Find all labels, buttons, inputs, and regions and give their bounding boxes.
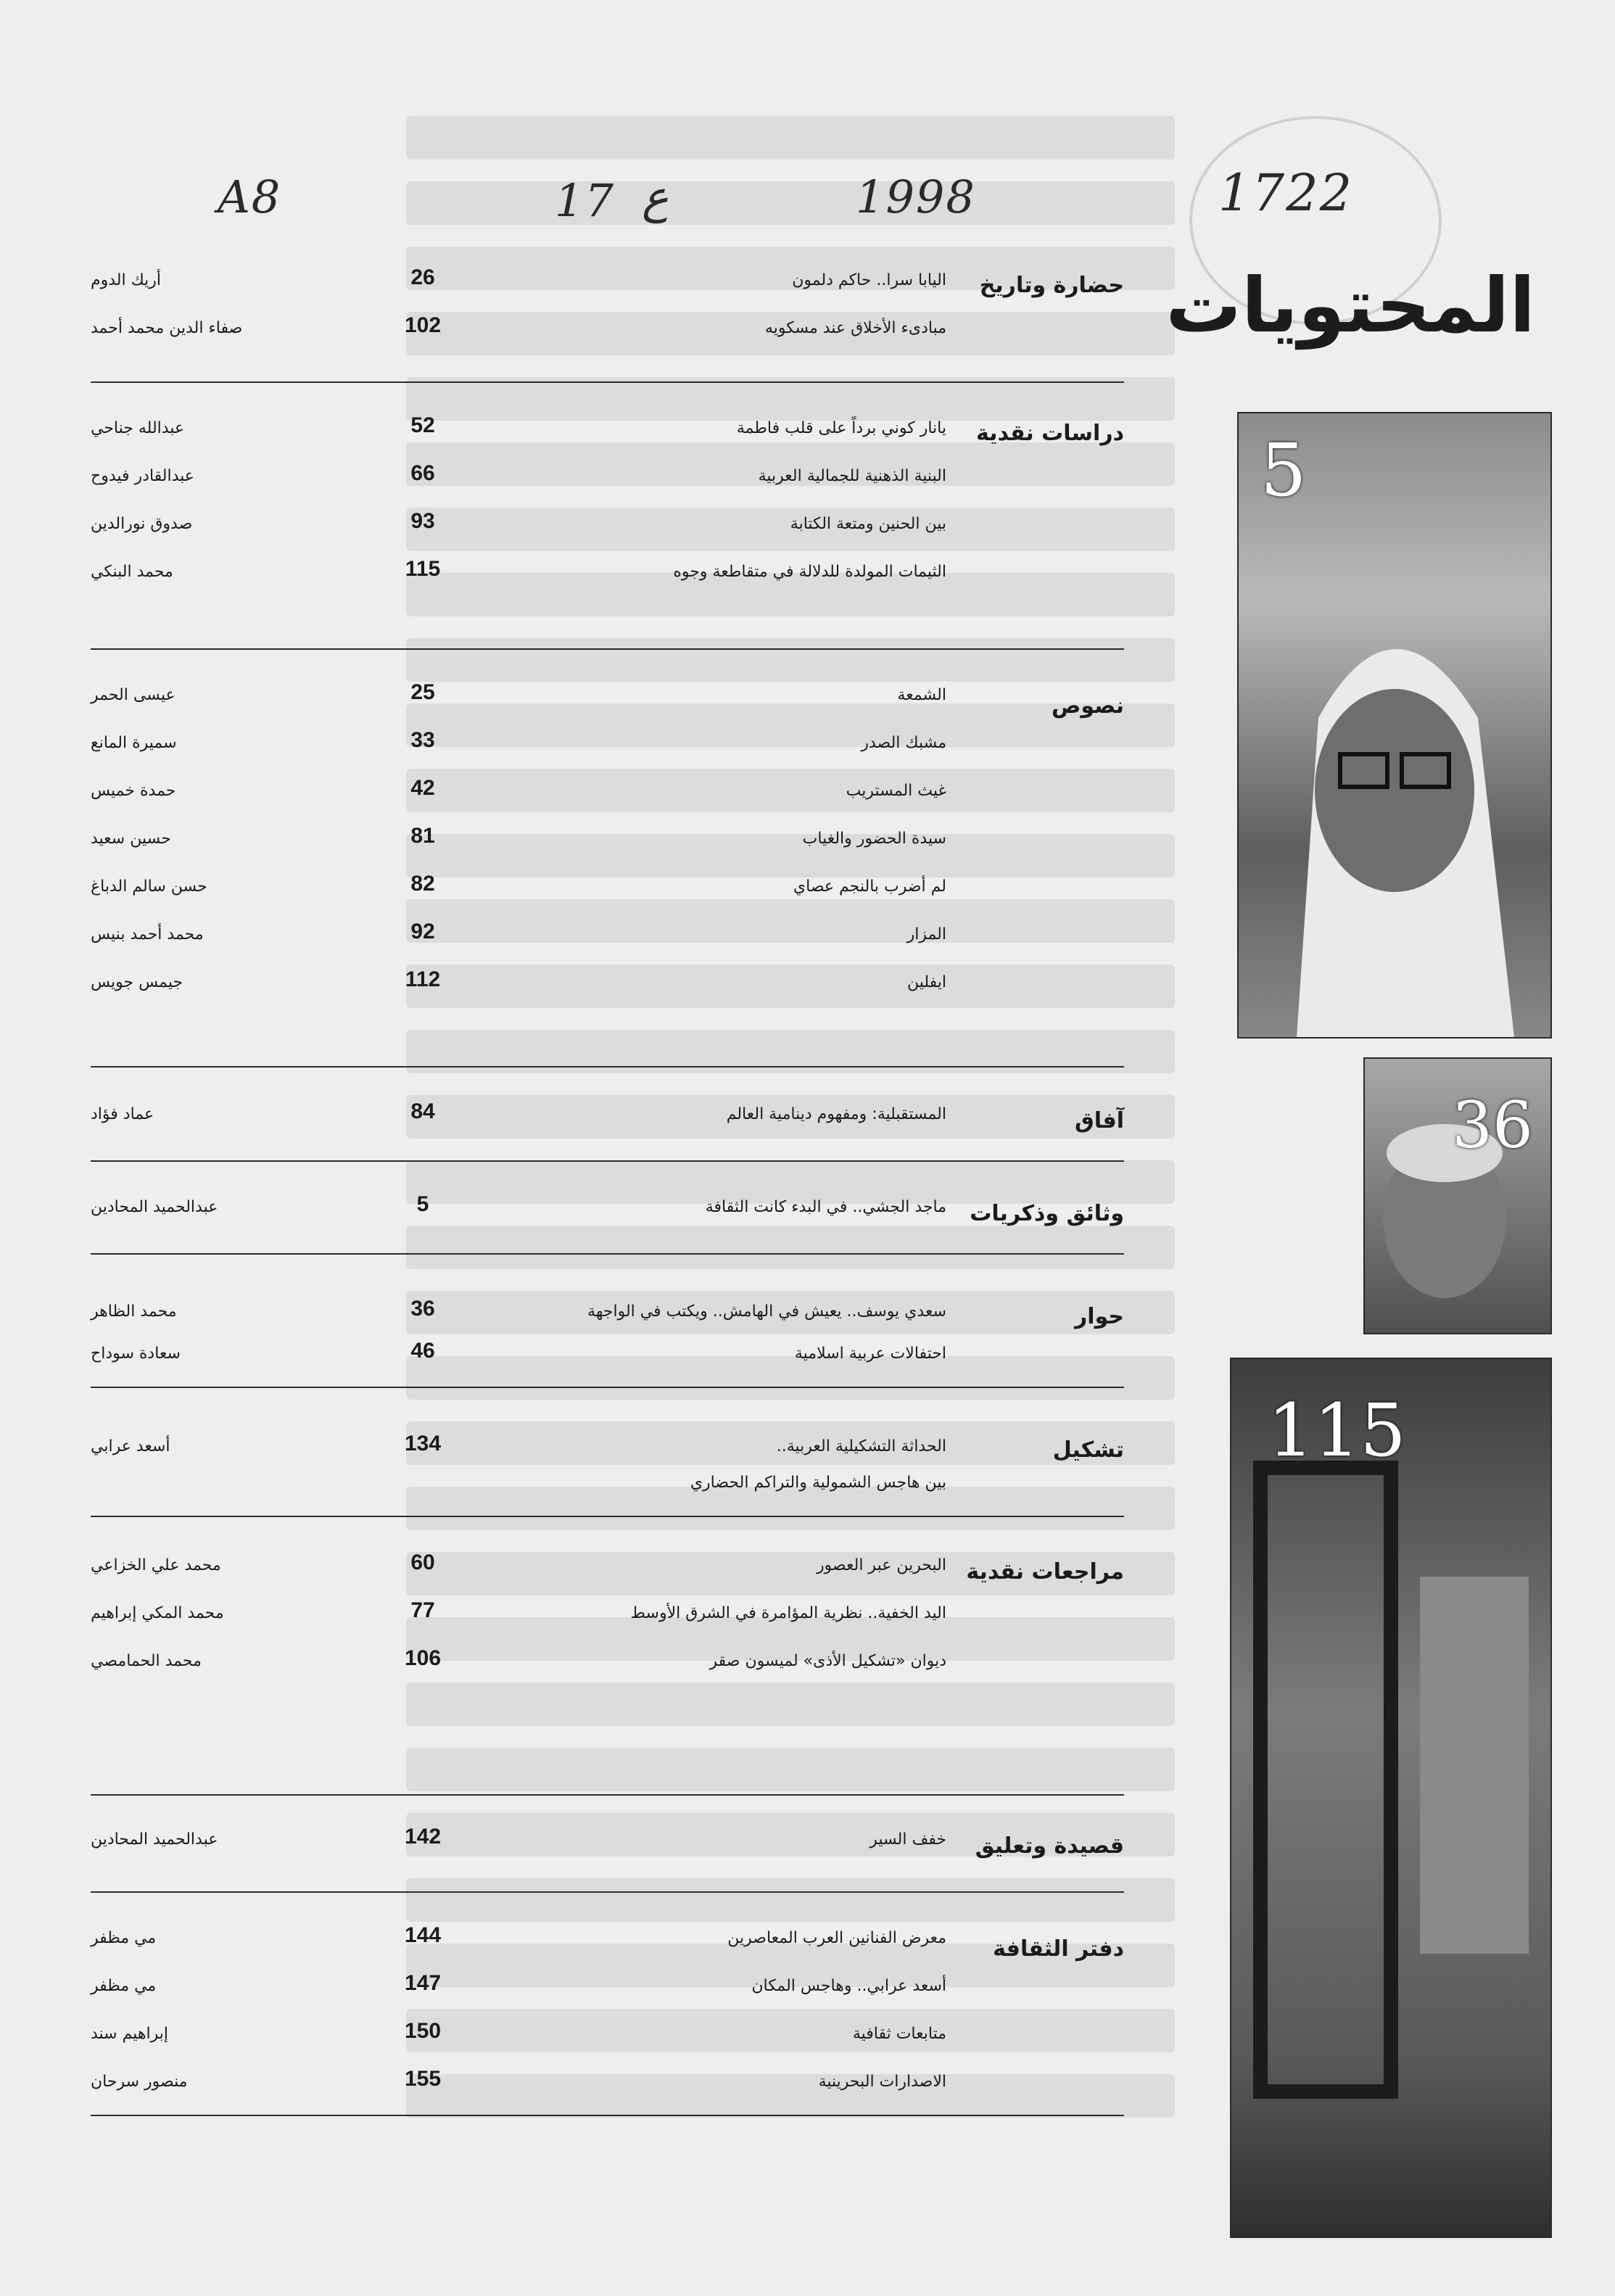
entry-author: عبدالحميد المحادين — [91, 1198, 218, 1216]
entry-author: محمد أحمد بنيس — [91, 925, 204, 943]
toc-entry[interactable] — [91, 550, 1120, 587]
entry-author: أريك الدوم — [91, 271, 162, 289]
toc-entry[interactable] — [91, 721, 1120, 759]
entry-author: حمدة خميس — [91, 782, 176, 800]
toc-entry[interactable] — [91, 2012, 1120, 2049]
section-title: دراسات نقدية — [976, 421, 1124, 446]
entry-page: 144 — [404, 1923, 442, 1947]
entry-page: 42 — [410, 776, 435, 800]
toc-entry[interactable] — [91, 864, 1120, 902]
entry-title: الاصدارات البحرينية — [818, 2073, 946, 2091]
section-title: آفاق — [1074, 1108, 1124, 1133]
section-title: مراجعات نقدية — [966, 1559, 1124, 1585]
entry-title: متابعات ثقافية — [852, 2025, 946, 2043]
toc-entry[interactable] — [91, 406, 1120, 444]
entry-author: صفاء الدين محمد أحمد — [91, 319, 243, 337]
toc-entry[interactable] — [91, 258, 1120, 296]
photo-page-number: 5 — [1260, 428, 1307, 513]
entry-page: 81 — [410, 824, 435, 848]
handwritten-issue: 17 — [555, 174, 615, 227]
section-divider — [91, 1066, 1124, 1068]
entry-title: ايفلين — [906, 973, 946, 991]
toc-entry[interactable] — [91, 1289, 1120, 1327]
entry-page: 46 — [410, 1339, 435, 1363]
section-title: قصيدة وتعليق — [975, 1833, 1124, 1859]
handwritten-issue-letter: ع — [642, 170, 669, 223]
section-divider — [91, 1253, 1124, 1255]
toc-entry[interactable] — [91, 1543, 1120, 1581]
entry-page: 25 — [410, 680, 435, 704]
entry-author: محمد المكي إبراهيم — [91, 1604, 224, 1622]
entry-page: 33 — [410, 728, 435, 752]
toc-entry[interactable] — [91, 1092, 1120, 1130]
entry-page: 52 — [410, 413, 435, 437]
entry-page: 82 — [410, 872, 435, 896]
entry-page: 112 — [405, 967, 441, 991]
entry-page: 26 — [410, 265, 435, 289]
entry-author: سعادة سوداح — [91, 1345, 181, 1363]
entry-author: محمد علي الخزاعي — [91, 1556, 221, 1574]
entry-title: المستقبلية: ومفهوم دينامية العالم — [726, 1105, 946, 1123]
entry-author: عيسى الحمر — [91, 686, 175, 704]
toc-entry[interactable] — [91, 1461, 1120, 1498]
section-title: وثائق وذكريات — [970, 1201, 1124, 1226]
entry-title: سعدي يوسف.. يعيش في الهامش.. ويكتب في الواجهة — [587, 1302, 946, 1321]
section-divider — [91, 1891, 1124, 1893]
section-divider — [91, 1160, 1124, 1162]
entry-page: 66 — [410, 461, 435, 485]
interior-illustration — [1231, 1359, 1550, 2237]
entry-title: أسعد عرابي.. وهاجس المكان — [751, 1977, 946, 1995]
toc-entry[interactable] — [91, 454, 1120, 492]
section-divider — [91, 1794, 1124, 1796]
entry-author: إبراهيم سند — [91, 2025, 168, 2043]
entry-page: 36 — [410, 1297, 435, 1321]
entry-title: ديوان «تشكيل الأذى» لميسون صقر — [709, 1652, 946, 1670]
handwritten-number: 1722 — [1218, 163, 1354, 223]
entry-page: 150 — [404, 2019, 442, 2043]
handwritten-code: A8 — [218, 170, 282, 223]
photo-page-number: 115 — [1268, 1388, 1406, 1473]
entry-author: عبدالحميد المحادين — [91, 1830, 218, 1849]
section-divider — [91, 1516, 1124, 1517]
toc-entry[interactable] — [91, 1591, 1120, 1629]
section-title: حوار — [1075, 1304, 1124, 1329]
entry-title: يانار كوني برداً على قلب فاطمة — [736, 419, 946, 437]
section-divider — [91, 2115, 1124, 2116]
entry-author: حسين سعيد — [91, 830, 171, 848]
entry-title: الحداثة التشكيلية العربية.. — [776, 1437, 946, 1455]
toc-entry[interactable] — [91, 912, 1120, 950]
entry-author: عبدالله جناحي — [91, 419, 185, 437]
toc-entry[interactable] — [91, 1817, 1120, 1855]
entry-author: مي مظفر — [91, 1929, 157, 1947]
entry-title: سيدة الحضور والغياب — [802, 830, 946, 848]
toc-entry[interactable] — [91, 817, 1120, 854]
toc-entry[interactable] — [91, 1185, 1120, 1223]
section-divider — [91, 648, 1124, 650]
entry-title: مبادىء الأخلاق عند مسكويه — [764, 319, 946, 337]
entry-title: اليابا سرا.. حاكم دلمون — [792, 271, 946, 289]
entry-page: 93 — [410, 509, 435, 533]
entry-page: 142 — [404, 1825, 442, 1849]
entry-title: خفف السير — [870, 1830, 946, 1849]
photo-interior — [1230, 1358, 1552, 2238]
entry-author: مي مظفر — [91, 1977, 157, 1995]
entry-title: بين هاجس الشمولية والتراكم الحضاري — [690, 1474, 946, 1492]
entry-title: البنية الذهنية للجمالية العربية — [758, 467, 946, 485]
entry-author: محمد البنكي — [91, 563, 173, 581]
entry-title: بين الحنين ومتعة الكتابة — [790, 515, 946, 533]
entry-title: مشبك الصدر — [861, 734, 946, 752]
entry-title: الثيمات المولدة للدلالة في متقاطعة وجوه — [673, 563, 946, 581]
entry-page: 60 — [410, 1550, 435, 1574]
entry-page: 115 — [405, 557, 441, 581]
entry-author: سميرة المانع — [91, 734, 177, 752]
entry-page: 106 — [404, 1646, 442, 1670]
section-title: تشكيل — [1052, 1437, 1124, 1463]
entry-author: جيمس جويس — [91, 973, 183, 991]
toc-entry[interactable] — [91, 673, 1120, 711]
entry-page: 5 — [416, 1192, 429, 1216]
photo-page-number: 36 — [1452, 1088, 1533, 1163]
entry-title: البحرين عبر العصور — [816, 1556, 946, 1574]
entry-author: عماد فؤاد — [91, 1105, 154, 1123]
entry-title: معرض الفنانين العرب المعاصرين — [727, 1929, 946, 1947]
entry-title: غيث المستريب — [846, 782, 946, 800]
photo-majid-aljishi — [1237, 412, 1552, 1038]
entry-title: المزار — [906, 925, 946, 943]
entry-author: صدوق نورالدين — [91, 515, 193, 533]
toc-entry[interactable] — [91, 502, 1120, 540]
entry-title: الشمعة — [897, 686, 946, 704]
entry-title: احتفالات عربية اسلامية — [794, 1345, 946, 1363]
entry-author: حسن سالم الدباغ — [91, 877, 207, 896]
entry-page: 155 — [404, 2067, 442, 2091]
toc-entry[interactable] — [91, 2060, 1120, 2097]
toc-entry[interactable] — [91, 1639, 1120, 1677]
section-title: نصوص — [1052, 693, 1124, 719]
section-title: حضارة وتاريخ — [979, 273, 1124, 298]
entry-page: 102 — [404, 313, 442, 337]
entry-page: 77 — [410, 1598, 435, 1622]
toc-entry[interactable] — [91, 1964, 1120, 2002]
toc-entry[interactable] — [91, 960, 1120, 998]
entry-title: لم أضرب بالنجم عصاي — [793, 877, 946, 896]
toc-entry[interactable] — [91, 1916, 1120, 1954]
entry-page: 92 — [410, 920, 435, 943]
entry-page: 134 — [404, 1432, 442, 1455]
toc-entry[interactable] — [91, 306, 1120, 344]
entry-author: عبدالقادر فيدوح — [91, 467, 194, 485]
entry-title: اليد الخفية.. نظرية المؤامرة في الشرق الأوسط — [630, 1604, 946, 1622]
toc-entry[interactable] — [91, 1424, 1120, 1462]
entry-author: أسعد عرابي — [91, 1437, 170, 1455]
section-divider — [91, 1387, 1124, 1388]
page-title: المحتويات — [1165, 261, 1535, 350]
section-title: دفتر الثقافة — [993, 1936, 1124, 1962]
entry-author: محمد الحمامصي — [91, 1652, 202, 1670]
entry-author: منصور سرحان — [91, 2073, 188, 2091]
toc-entry[interactable] — [91, 1331, 1120, 1369]
toc-entry[interactable] — [91, 769, 1120, 806]
entry-page: 84 — [410, 1099, 435, 1123]
section-divider — [91, 381, 1124, 383]
entry-author: محمد الظاهر — [91, 1302, 177, 1321]
entry-page: 147 — [404, 1971, 442, 1995]
photo-saadi-youssef — [1363, 1057, 1552, 1334]
handwritten-year: 1998 — [856, 170, 976, 223]
entry-title: ماجد الجشي.. في البدء كانت الثقافة — [705, 1198, 946, 1216]
